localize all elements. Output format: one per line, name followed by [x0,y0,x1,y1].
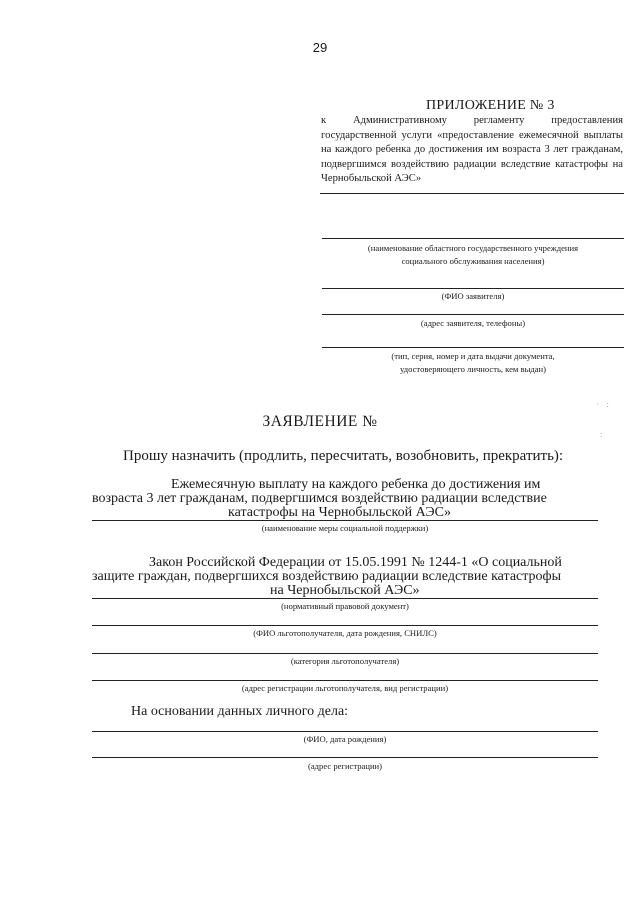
institution-caption-1: (наименование областного государственного учреждения [367,243,579,253]
person-caption: (ФИО, дата рождения) [303,734,387,744]
applicant-address-caption: (адрес заявителя, телефоны) [420,318,526,328]
applicant-name-caption: (ФИО заявителя) [441,291,505,301]
scan-speck: · : [596,400,612,409]
document-caption-2: удостоверяющего личность, кем выдан) [399,364,547,374]
page-number: 29 [312,40,328,55]
category-caption: (категория льготополучателя) [290,656,400,666]
registration-line [92,680,598,681]
beneficiary-line [92,625,598,626]
measure-line-3: катастрофы на Чернобыльской АЭС» [228,505,451,520]
measure-line-1: Ежемесячную выплату на каждого ребенка до достижения им [171,477,541,492]
law-caption: (нормативный правовой документ) [281,601,409,611]
category-line [92,653,598,654]
applicant-address-line [322,314,624,315]
law-line-3: на Чернобыльской АЭС» [270,583,420,598]
law-line [92,598,598,599]
beneficiary-caption: (ФИО льготополучателя, дата рождения, СНИЛС) [253,628,437,638]
law-line-2: защите граждан, подвергшихся воздействию радиации вследствие катастрофы [92,569,562,584]
document-caption-1: (тип, серия, номер и дата выдачи документа, [391,351,555,361]
appendix-title: ПРИЛОЖЕНИЕ № 3 [426,98,555,113]
basis-text: На основании данных личного дела: [131,704,349,719]
measure-line [92,520,598,521]
institution-line-2 [322,238,624,239]
measure-line-2: возраста 3 лет гражданам, подвергшимся воздействию радиации вследствие [92,491,547,506]
law-line-1: Закон Российской Федерации от 15.05.1991 № 1244-1 «О социальной [149,555,562,570]
statement-title: ЗАЯВЛЕНИЕ № [262,413,378,430]
scan-speck: : [600,430,606,439]
measure-caption: (наименование меры социальной поддержки) [261,523,429,533]
institution-line-1 [320,193,624,194]
person-address-caption: (адрес регистрации) [307,761,383,771]
person-line [92,731,598,732]
institution-caption-2: социального обслуживания населения) [401,256,545,266]
registration-caption: (адрес регистрации льготополучателя, вид регистрации) [241,683,449,693]
appendix-description: к Административному регламенту предоставления государственной услуги «предоставление ежемесячной выплаты на каждого ребенка до достижения им возраста 3 лет гражданам, подвергшимся воздействию радиации вследствие катастрофы на Чернобыльской АЭС» [321,115,623,184]
document-line [322,347,624,348]
applicant-name-line [322,288,624,289]
person-address-line [92,757,598,758]
request-text: Прошу назначить (продлить, пересчитать, возобновить, прекратить): [123,448,564,464]
